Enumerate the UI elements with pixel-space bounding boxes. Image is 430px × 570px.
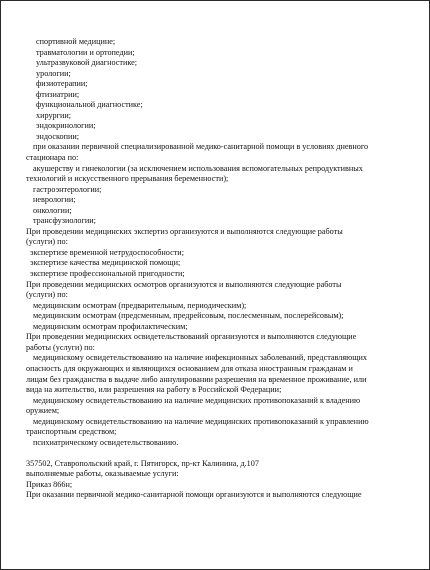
text-line: вида на жительство, или разрешения на работу в Российской Федерации; [26, 385, 282, 395]
text-line: при оказании первичной специализированной медико-санитарной помощи в условиях дневного [33, 142, 369, 152]
text-line: (услуги) по: [26, 237, 68, 247]
text-line: медицинским осмотрам профилактическим; [33, 321, 188, 331]
text-line: неврологии; [33, 195, 76, 205]
text-line: экспертизе временной нетрудоспособности; [30, 247, 184, 257]
text-line: медицинскому освидетельствованию на наличие медицинских противопоказаний к управлению [33, 416, 369, 426]
text-line: При проведении медицинских экспертиз организуются и выполняются следующие работы [26, 226, 343, 236]
text-line: урологии; [36, 68, 71, 78]
text-line: ультразвуковой диагностике; [36, 58, 138, 68]
text-line: При проведении медицинских освидетельствований организуются и выполняются следующие [26, 332, 357, 342]
text-line: фтизиатрии; [36, 89, 80, 99]
document-body [26, 37, 408, 501]
text-line: спортивной медицине; [36, 37, 116, 46]
text-line: хирургии; [36, 110, 72, 120]
text-line: При оказании первичной медико-санитарной помощи организуются и выполняются следующие [26, 490, 362, 500]
text-line: онкологии; [33, 205, 72, 215]
text-line: травматологии и ортопедии; [36, 47, 135, 57]
text-line: физиотерапии; [36, 79, 88, 89]
text-line: медицинскому освидетельствованию на наличие инфекционных заболеваний, представляющих [33, 353, 368, 363]
text-line: медицинским осмотрам (предварительным, периодическим); [33, 300, 247, 310]
text-line: экспертизе профессиональной пригодности; [30, 269, 185, 279]
text-line: оружием; [26, 406, 60, 416]
text-line: трансфузиологии; [33, 216, 96, 226]
text-line: эндокринологии; [36, 121, 96, 131]
text-line: 357502, Ставропольский край, г. Пятигорск, пр-кт Калинина, д.107 [26, 458, 259, 468]
text-line: функциональной диагностике; [36, 100, 143, 110]
text-line: При проведении медицинских осмотров организуются и выполняются следующие работы [26, 279, 342, 289]
text-line: выполняемые работы, оказываемые услуги: [26, 469, 179, 479]
text-line: экспертизе качества медицинской помощи; [30, 258, 181, 268]
text-line: опасность для окружающих и являющихся основанием для отказа иностранным гражданам и [26, 363, 353, 373]
text-line: лицам без гражданства в выдаче либо аннулировании разрешения на временное проживание, или [26, 374, 367, 384]
text-line: медицинскому освидетельствованию на наличие медицинских противопоказаний к владению [33, 395, 361, 405]
text-line: (услуги) по: [26, 290, 68, 300]
text-line: технологий и искусственного прерывания беременности); [26, 174, 229, 184]
text-line: стационара по: [26, 153, 79, 163]
text-line: транспортным средством; [26, 427, 117, 437]
text-line: гастроэнтерологии; [33, 184, 102, 194]
text-line: работы (услуги) по: [26, 342, 95, 352]
text-line: медицинским осмотрам (предсменным, предрейсовым, послесменным, послерейсовым); [33, 311, 344, 321]
text-line: Приказ 866н; [26, 479, 73, 489]
text-line: эндоскопии; [36, 131, 80, 141]
text-line: акушерству и гинекологии (за исключением использования вспомогательных репродуктивных [33, 163, 363, 173]
text-line: психиатрическому освидетельствованию. [33, 437, 179, 447]
paragraph-gap [26, 448, 408, 459]
